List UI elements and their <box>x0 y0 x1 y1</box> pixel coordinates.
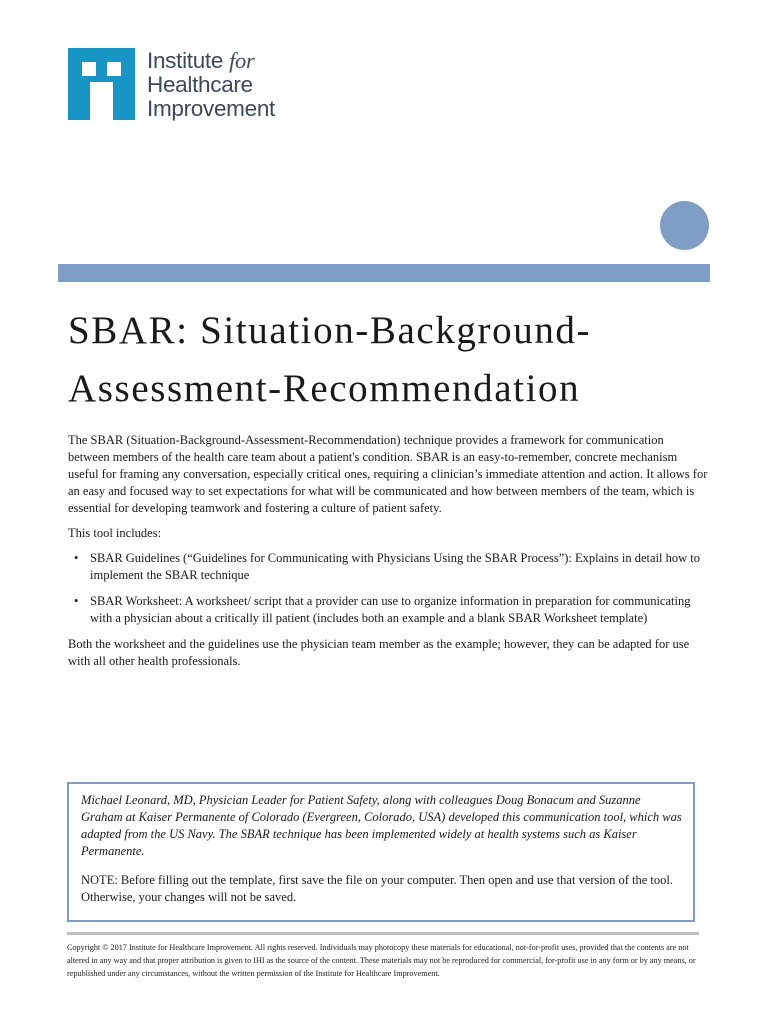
bullet-icon: • <box>74 551 79 565</box>
header-band <box>58 264 710 282</box>
bullet-icon: • <box>74 594 79 608</box>
page-title-line-1: SBAR: Situation-Background- <box>68 309 592 352</box>
list-item: • SBAR Worksheet: A worksheet/ script that a provider can use to organize information in preparation for communicating with a physician about a critically ill patient (includes both an example and a blank SBAR Worksheet template) <box>74 594 691 625</box>
intro-paragraph: The SBAR (Situation-Background-Assessment-Recommendation) technique provides a framework for communication between members of the health care team about a patient's condition. SBAR is an easy-to-remember, concrete mechanism useful for framing any conversation, especially critical ones, requiring a clinician’s immediate attention and action. It allows for an easy and focused way to set expectations for what will be communicated and how between members of the team, which is essential for developing teamwork and fostering a culture of patient safety. <box>68 433 708 515</box>
ihi-logo-icon <box>68 48 135 120</box>
closing-paragraph: Both the worksheet and the guidelines use the physician team member as the example; however, they can be adapted for use with all other health professionals. <box>68 637 690 668</box>
decorative-circle <box>660 201 709 250</box>
body-content <box>68 432 708 678</box>
ihi-logo <box>68 48 308 122</box>
callout-box <box>67 782 695 922</box>
note-text: NOTE: Before filling out the template, first save the file on your computer. Then open and use that version of the tool. Otherwise, your changes will not be saved. <box>81 873 673 904</box>
copyright-text: Copyright © 2017 Institute for Healthcare Improvement. All rights reserved. Individuals may photocopy these materials for educational, not-for-profit uses, provided that the contents are not altered in any way and that proper attribution is given to IHI as the source of the content. These materials may not be reproduced for commercial, for-profit use in any form or by any means, or republished under any circumstances, without the written permission of the Institute for Healthcare Improvement. <box>67 943 696 978</box>
logo-wordmark: Institute for Healthcare Improvement <box>147 48 275 121</box>
page-title-line-2: Assessment-Recommendation <box>68 367 581 410</box>
page-title <box>68 302 708 418</box>
list-item: • SBAR Guidelines (“Guidelines for Communicating with Physicians Using the SBAR Process”): Explains in detail how to implement the SBAR technique <box>74 551 701 582</box>
credit-text: Michael Leonard, MD, Physician Leader for Patient Safety, along with colleagues Doug Bonacum and Suzanne Graham at Kaiser Permanente of Colorado (Evergreen, Colorado, USA) developed this communication tool, which was adapted from the US Navy. The SBAR technique has been implemented widely at health systems such as Kaiser Permanente. <box>81 793 682 858</box>
footer-divider <box>67 932 699 935</box>
includes-label: This tool includes: <box>68 526 162 540</box>
tool-includes-list <box>68 550 708 627</box>
